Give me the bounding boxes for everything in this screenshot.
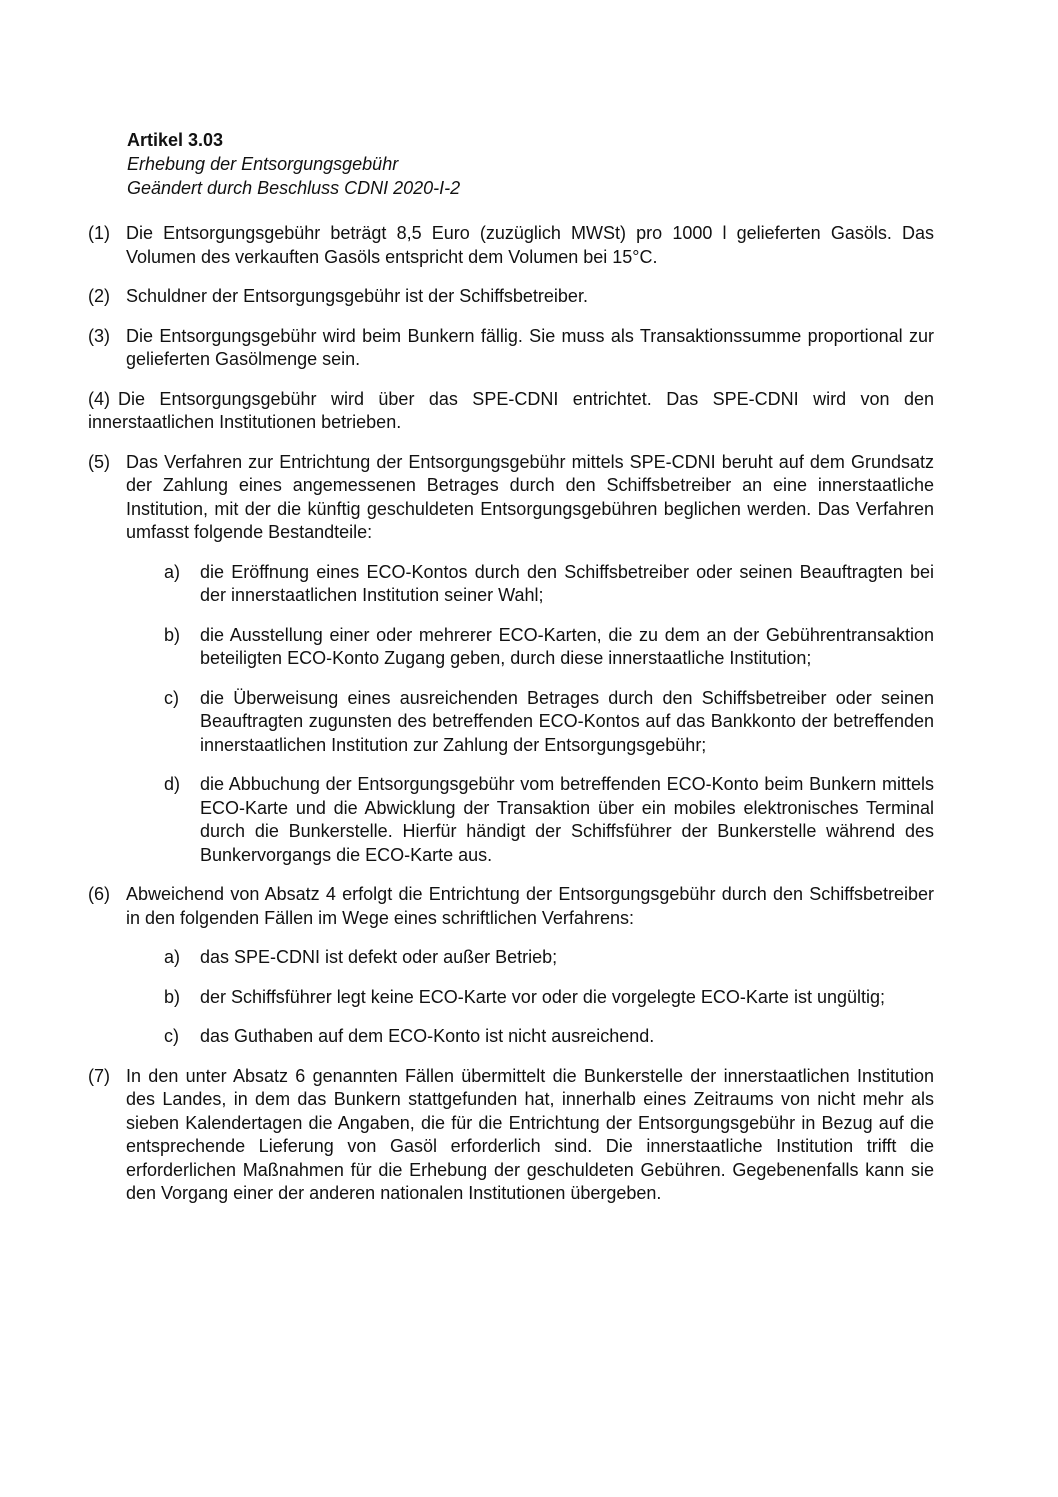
paragraph-number: (4)	[88, 388, 110, 409]
article-title: Artikel 3.03	[127, 130, 224, 150]
paragraph-text: Das Verfahren zur Entrichtung der Entsorgungsgebühr mittels SPE-CDNI beruht auf dem Grundsatz der Zahlung eines angemessenen Betrages durch den Schiffsbetreiber an eine innerstaatliche Institution, mit der die künftig geschuldeten Entsorgungsgebühren beglichen werden. Das Verfahren umfasst folgende Bestandteile:	[126, 451, 934, 542]
list-item-text: die Ausstellung einer oder mehrerer ECO-Karten, die zu dem an der Gebührentransaktion beteiligten ECO-Konto Zugang geben, durch diese innerstaatliche Institution;	[200, 624, 934, 668]
list-item	[88, 561, 934, 608]
list-item	[88, 986, 934, 1010]
paragraph-4	[88, 388, 934, 435]
paragraph-text: In den unter Absatz 6 genannten Fällen übermittelt die Bunkerstelle der innerstaatlichen Institution des Landes, in dem das Bunkern stattgefunden hat, innerhalb eines Zeitraums von nicht mehr als sieben Kalendertagen die Angaben, die für die Entrichtung der Entsorgungsgebühr in Bezug auf die entsprechende Lieferung von Gasöl erforderlich sind. Die innerstaatliche Institution trifft die erforderlichen Maßnahmen für die Erhebung der geschuldeten Gebühren. Gegebenenfalls kann sie den Vorgang einer der anderen nationalen Institutionen übergeben.	[126, 1065, 934, 1203]
list-item-letter: c)	[164, 687, 179, 708]
list-item-text: die Abbuchung der Entsorgungsgebühr vom betreffenden ECO-Konto beim Bunkern mittels ECO-Karte und die Abwicklung der Transaktion über ein mobiles elektronisches Terminal durch die Bunkerstelle. Hierfür händigt der Schiffsführer der Bunkerstelle während des Bunkervorgangs die ECO-Karte aus.	[200, 774, 934, 865]
list-item	[88, 946, 934, 970]
paragraph-text: Abweichend von Absatz 4 erfolgt die Entrichtung der Entsorgungsgebühr durch den Schiffsbetreiber in den folgenden Fällen im Wege eines schriftlichen Verfahrens:	[126, 884, 934, 928]
paragraph-number: (5)	[88, 451, 110, 472]
paragraph-7	[88, 1065, 934, 1206]
article-subtitle: Erhebung der Entsorgungsgebühr	[127, 154, 399, 174]
paragraph-number: (1)	[88, 223, 110, 243]
paragraph-text: Die Entsorgungsgebühr wird beim Bunkern fällig. Sie muss als Transaktionssumme proportional zur gelieferten Gasölmenge sein.	[126, 325, 934, 369]
paragraph-2	[88, 285, 934, 309]
list-item	[88, 624, 934, 671]
list-item-letter: b)	[164, 624, 181, 645]
article-amendment-note: Geändert durch Beschluss CDNI 2020-I-2	[127, 178, 461, 198]
list-item-letter: a)	[164, 947, 181, 967]
article-heading	[127, 128, 460, 200]
list-item-text: die Überweisung eines ausreichenden Betrages durch den Schiffsbetreiber oder seinen Beauftragten zugunsten des betreffenden ECO-Kontos auf das Bankkonto der betreffenden innerstaatlichen Institution zur Zahlung der Entsorgungsgebühr;	[200, 687, 934, 755]
list-item-letter: d)	[164, 774, 181, 794]
list-item-text: die Eröffnung eines ECO-Kontos durch den Schiffsbetreiber oder seinen Beauftragten bei der innerstaatlichen Institution seiner Wahl;	[200, 561, 934, 605]
list-item	[88, 1025, 934, 1049]
list-item-text: der Schiffsführer legt keine ECO-Karte vor oder die vorgelegte ECO-Karte ist ungültig;	[200, 986, 886, 1007]
list-item-letter: a)	[164, 561, 181, 582]
paragraph-3	[88, 325, 934, 372]
list-item-letter: c)	[164, 1026, 179, 1046]
paragraph-number: (6)	[88, 884, 110, 904]
paragraph-number: (7)	[88, 1065, 110, 1086]
list-item-text: das Guthaben auf dem ECO-Konto ist nicht ausreichend.	[200, 1026, 655, 1046]
paragraph-number: (2)	[88, 286, 110, 306]
paragraph-number: (3)	[88, 325, 110, 346]
paragraph-text: Die Entsorgungsgebühr wird über das SPE-CDNI entrichtet. Das SPE-CDNI wird von den innerstaatlichen Institutionen betrieben.	[88, 388, 934, 432]
article-body	[88, 222, 934, 1222]
paragraph-5	[88, 451, 934, 545]
paragraph-text: Die Entsorgungsgebühr beträgt 8,5 Euro (zuzüglich MWSt) pro 1000 l gelieferten Gasöls. Das Volumen des verkauften Gasöls entspricht dem Volumen bei 15°C.	[126, 223, 934, 267]
paragraph-text: Schuldner der Entsorgungsgebühr ist der Schiffsbetreiber.	[126, 286, 588, 306]
paragraph-1	[88, 222, 934, 269]
list-item-text: das SPE-CDNI ist defekt oder außer Betrieb;	[200, 947, 558, 967]
paragraph-6	[88, 883, 934, 930]
list-item	[88, 687, 934, 758]
list-item-letter: b)	[164, 986, 181, 1007]
list-item	[88, 773, 934, 867]
